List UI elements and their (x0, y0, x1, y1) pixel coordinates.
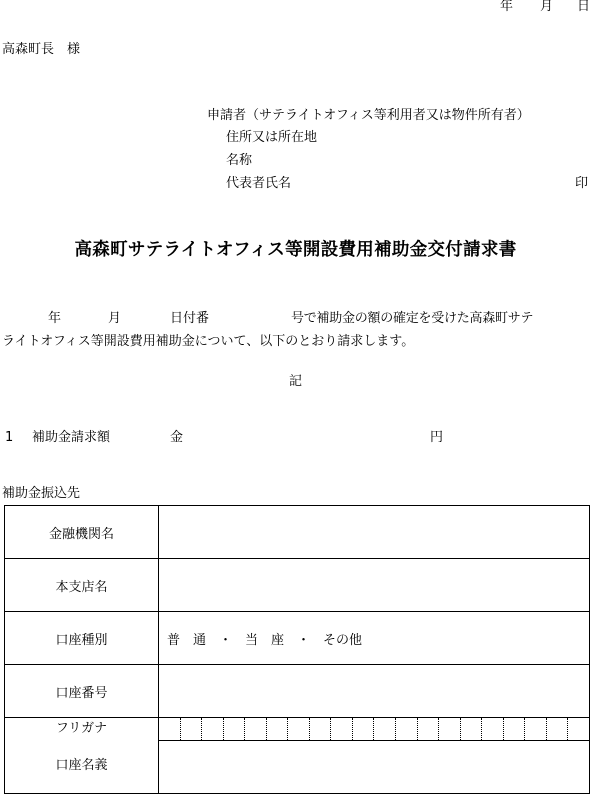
table-row-account-type (5, 612, 590, 665)
account-number-value[interactable] (159, 665, 590, 718)
bank-transfer-table (4, 505, 590, 794)
date-year: 年 (500, 0, 514, 14)
table-row-account-number (5, 665, 590, 718)
account-name-label: 口座名義 (55, 758, 108, 773)
table-row-account-name (5, 718, 590, 794)
account-type-options[interactable]: 普 通 ・ 当 座 ・ その他 (159, 612, 590, 665)
addressee: 高森町長 様 (2, 42, 81, 57)
table-row-branch (5, 559, 590, 612)
applicant-address-label: 住所又は所在地 (226, 130, 318, 145)
table-row-institution (5, 506, 590, 559)
date-header (0, 0, 591, 14)
institution-label: 金融機関名 (5, 506, 159, 559)
furigana-cells[interactable] (159, 718, 589, 741)
claim-label: 補助金請求額 (32, 430, 111, 445)
account-number-label: 口座番号 (5, 665, 159, 718)
transfer-heading: 補助金振込先 (2, 486, 81, 501)
applicant-name-label: 名称 (226, 153, 253, 168)
date-month: 月 (540, 0, 554, 14)
body-month: 月 (108, 311, 122, 326)
claim-kin: 金 (170, 430, 184, 445)
furigana-label: フリガナ (55, 721, 108, 736)
document-title: 高森町サテライトオフィス等開設費用補助金交付請求書 (74, 240, 517, 260)
account-name-value-cell[interactable] (159, 718, 590, 794)
ki-marker: 記 (289, 374, 303, 389)
institution-value[interactable] (159, 506, 590, 559)
account-type-label: 口座種別 (5, 612, 159, 665)
branch-value[interactable] (159, 559, 590, 612)
body-year: 年 (48, 311, 62, 326)
body-text-line2: ライトオフィス等開設費用補助金について、以下のとおり請求します。 (2, 334, 415, 349)
claim-yen: 円 (430, 430, 444, 445)
claim-number: 1 (5, 430, 14, 445)
applicant-heading: 申請者（サテライトオフィス等利用者又は物件所有者） (207, 108, 530, 123)
applicant-representative-label: 代表者氏名 (226, 176, 292, 191)
date-day: 日 (577, 0, 591, 14)
account-name-label-cell (5, 718, 159, 794)
account-name-value[interactable] (159, 741, 589, 793)
branch-label: 本支店名 (5, 559, 159, 612)
body-date-no: 日付番 (170, 311, 210, 326)
body-text-line1: 号で補助金の額の確定を受けた高森町サテ (291, 311, 534, 326)
seal-mark: 印 (575, 176, 589, 191)
